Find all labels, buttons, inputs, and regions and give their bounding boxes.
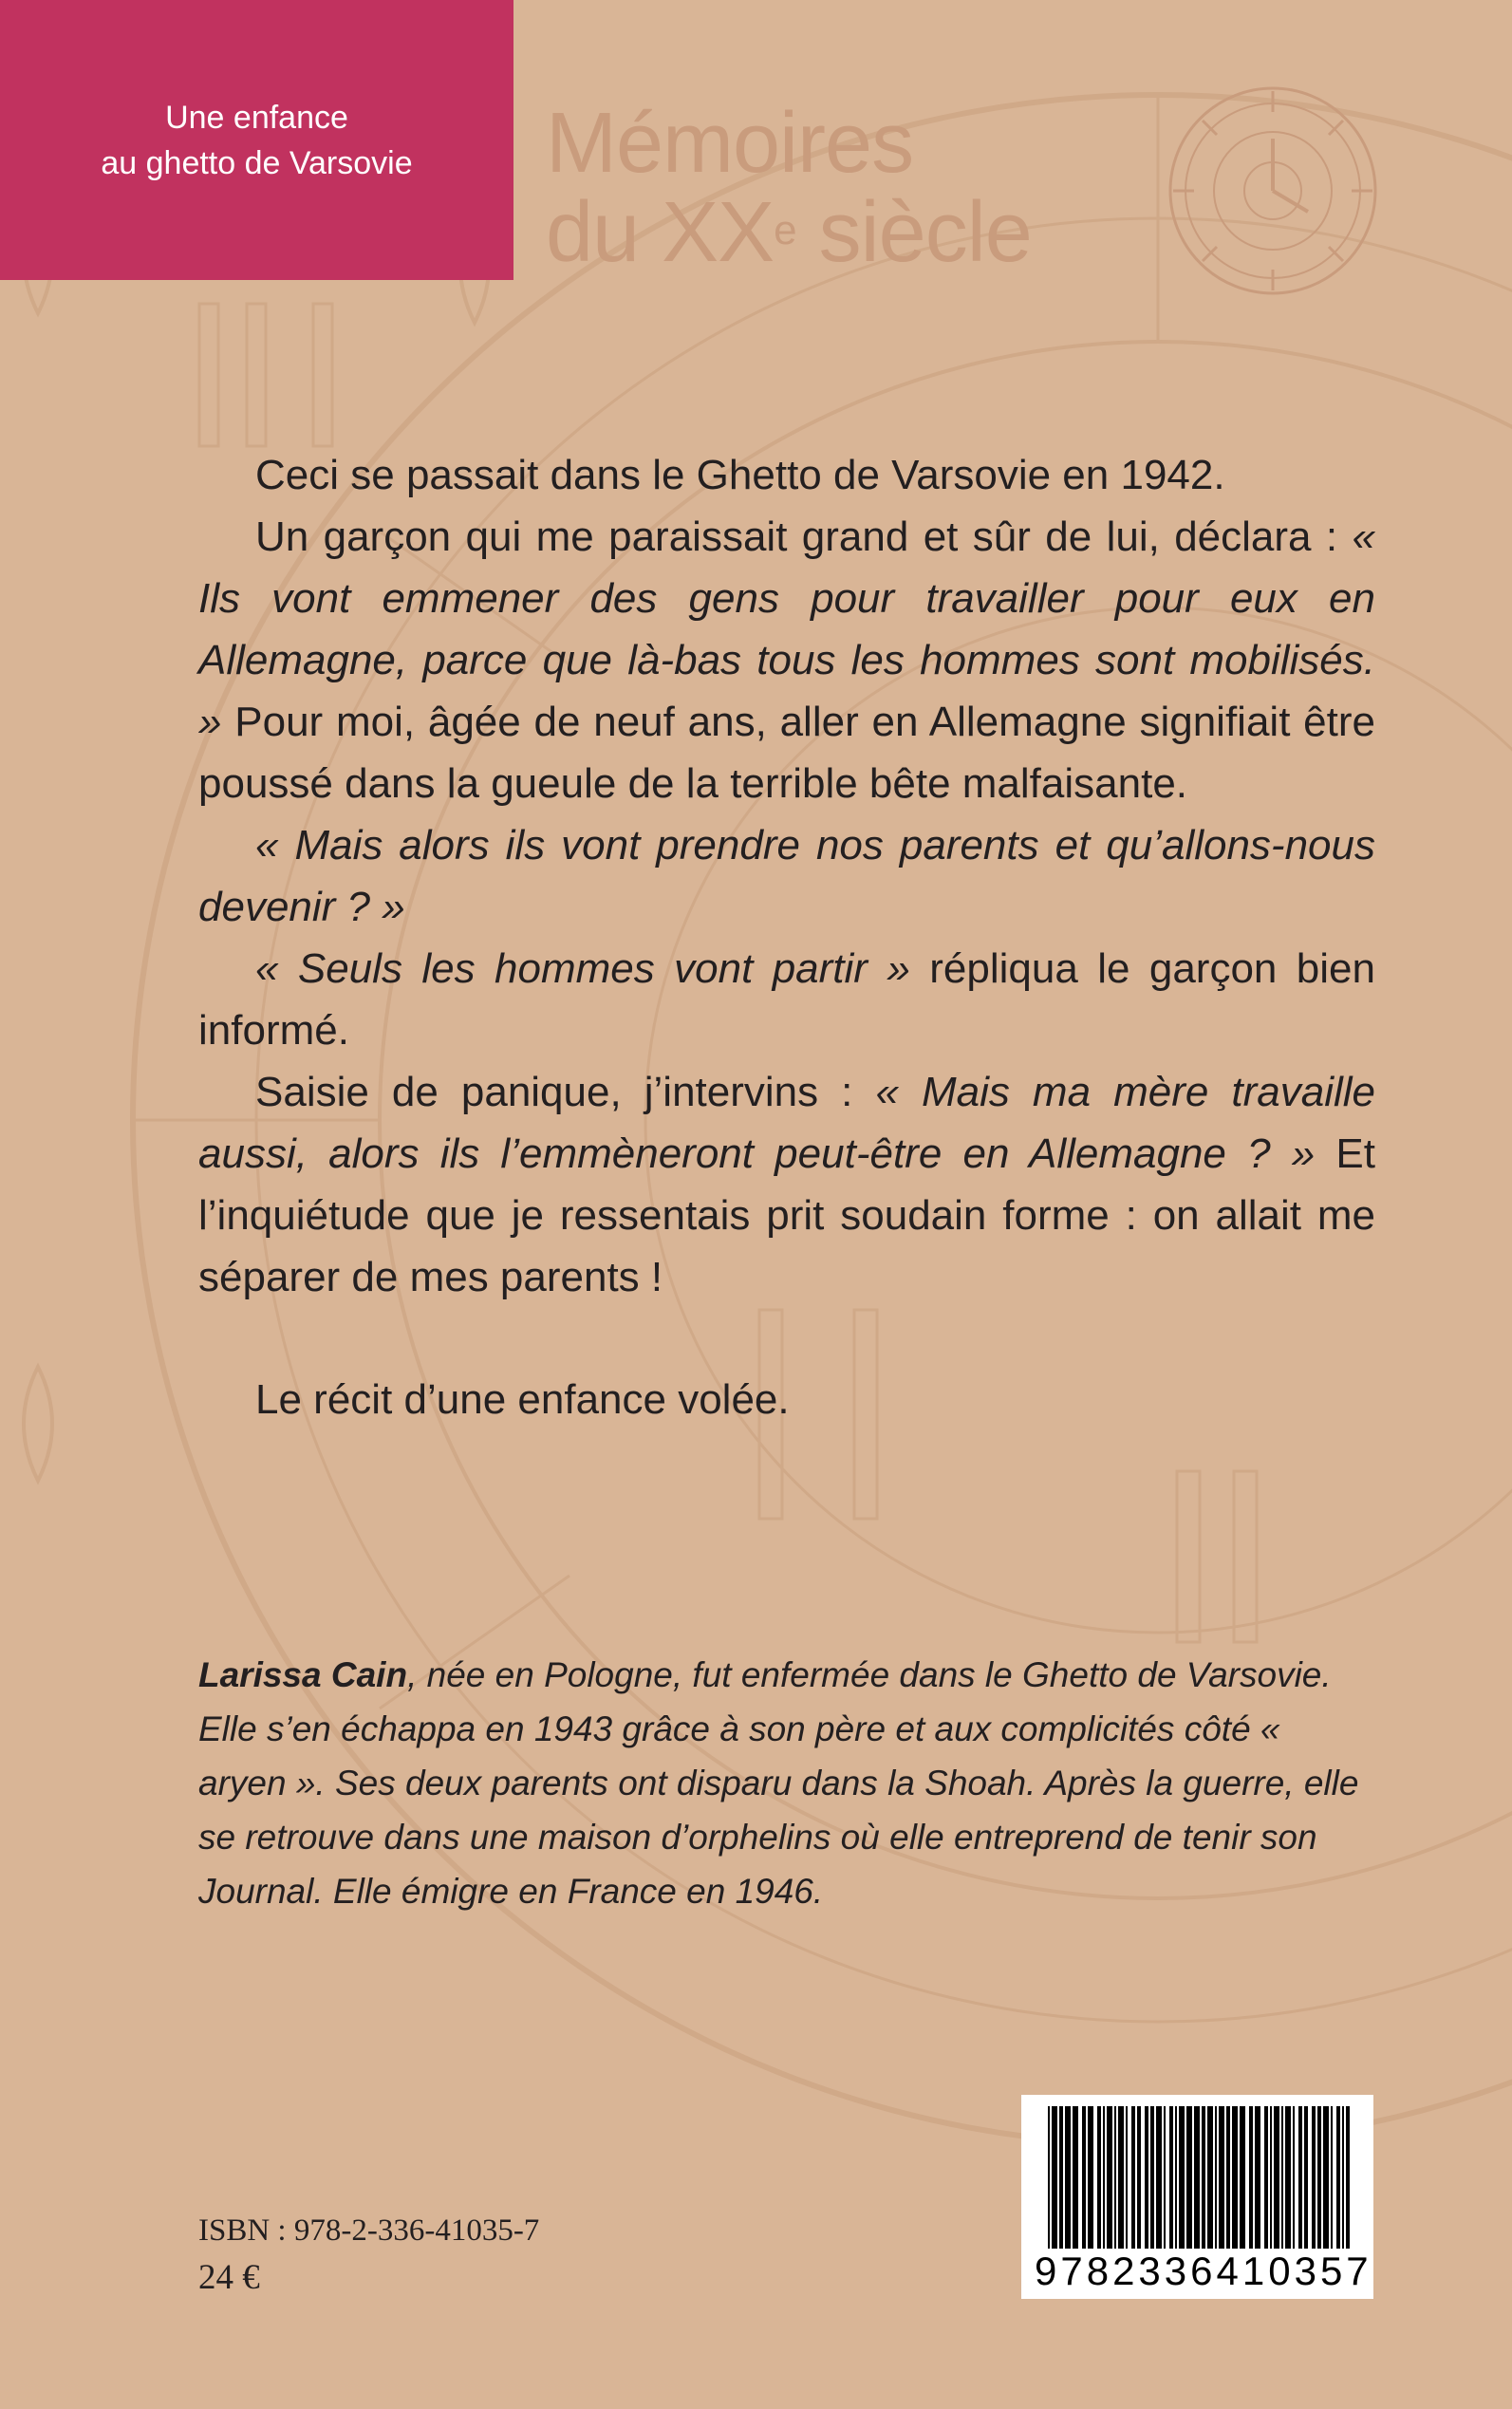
excerpt-paragraph-1: Ceci se passait dans le Ghetto de Varsovie en 1942. bbox=[255, 452, 1225, 498]
excerpt-p4-quote: « Seuls les hommes vont partir » bbox=[255, 945, 910, 992]
series-title-prefix: du XX bbox=[546, 185, 775, 280]
barcode-bar bbox=[1179, 2106, 1185, 2249]
barcode-digits: 9782336410357 bbox=[1035, 2249, 1372, 2293]
barcode-bar bbox=[1169, 2106, 1173, 2249]
barcode-bar bbox=[1107, 2106, 1112, 2249]
excerpt-p3-quote: « Mais alors ils vont prendre nos parents et qu’allons-nous devenir ? » bbox=[198, 822, 1375, 930]
book-title-line-1: Une enfance bbox=[165, 99, 348, 136]
series-title bbox=[546, 96, 1032, 280]
barcode-bar bbox=[1342, 2106, 1344, 2249]
barcode-bar bbox=[1052, 2106, 1057, 2249]
barcode-bar bbox=[1255, 2106, 1260, 2249]
barcode-bar bbox=[1281, 2106, 1283, 2249]
barcode-bar bbox=[1118, 2106, 1124, 2249]
barcode-bar bbox=[1346, 2106, 1350, 2249]
barcode-bar bbox=[1164, 2106, 1166, 2249]
excerpt-paragraph-3 bbox=[198, 814, 1375, 938]
barcode-bar bbox=[1293, 2106, 1295, 2249]
barcode-bar bbox=[1186, 2106, 1192, 2249]
excerpt-text bbox=[198, 444, 1375, 1430]
barcode-bar bbox=[1298, 2106, 1302, 2249]
barcode-bar bbox=[1312, 2106, 1316, 2249]
author-name: Larissa Cain bbox=[198, 1655, 408, 1694]
barcode-bar bbox=[1131, 2106, 1135, 2249]
excerpt-paragraph-4 bbox=[198, 938, 1375, 1061]
barcode-bar bbox=[1317, 2106, 1321, 2249]
excerpt-p4-rest: répliqua le garçon bien informé. bbox=[198, 945, 1375, 1054]
clock-logo-icon bbox=[1166, 84, 1380, 298]
series-title-suffix: siècle bbox=[795, 185, 1032, 280]
barcode-bar bbox=[1145, 2106, 1148, 2249]
barcode-bar bbox=[1336, 2106, 1340, 2249]
barcode-bar bbox=[1073, 2106, 1078, 2249]
barcode-bar bbox=[1059, 2106, 1063, 2249]
barcode-bar bbox=[1304, 2106, 1308, 2249]
excerpt-p2-quote: « Ils vont emmener des gens pour travailler pour eux en Allemagne, parce que là-bas tous les hommes sont mobilisés. » bbox=[198, 514, 1375, 745]
excerpt-paragraph-5 bbox=[198, 1061, 1375, 1308]
price: 24 € bbox=[198, 2258, 260, 2297]
barcode-bar bbox=[1114, 2106, 1116, 2249]
excerpt-paragraph-2 bbox=[198, 506, 1375, 814]
barcode-bar bbox=[1175, 2106, 1177, 2249]
barcode-bar bbox=[1097, 2106, 1101, 2249]
barcode-bar bbox=[1249, 2106, 1253, 2249]
barcode-bar bbox=[1082, 2106, 1086, 2249]
barcode-bar bbox=[1285, 2106, 1291, 2249]
barcode-bar bbox=[1202, 2106, 1205, 2249]
barcode-bar bbox=[1207, 2106, 1213, 2249]
isbn-number: ISBN : 978-2-336-41035-7 bbox=[198, 2213, 540, 2248]
barcode-bar bbox=[1226, 2106, 1230, 2249]
barcode-bar bbox=[1194, 2106, 1200, 2249]
excerpt-p5-intro: Saisie de panique, j’intervins : bbox=[255, 1069, 876, 1115]
barcode-bar bbox=[1219, 2106, 1224, 2249]
barcode-bar bbox=[1048, 2106, 1050, 2249]
barcode-bar bbox=[1274, 2106, 1279, 2249]
excerpt-p5-quote: « Mais ma mère travaille aussi, alors ils l’emmèneront peut-être en Allemagne ? » bbox=[198, 1069, 1375, 1177]
author-biography bbox=[198, 1648, 1375, 1918]
barcode-bar bbox=[1270, 2106, 1272, 2249]
barcode-bar bbox=[1150, 2106, 1154, 2249]
author-bio-text: , née en Pologne, fut enfermée dans le Ghetto de Varsovie. Elle s’en échappa en 1943 grâce à son père et aux complicités côté « aryen ». Ses deux parents ont disparu dans la Shoah. Après la guerre, elle se retrouve dans une maison d’orphelins où elle entreprend de tenir son Journal. Elle émigre en France en 1946. bbox=[198, 1655, 1359, 1911]
series-title-superscript: e bbox=[774, 207, 796, 253]
excerpt-tagline: Le récit d’une enfance volée. bbox=[255, 1376, 790, 1423]
barcode-bar bbox=[1156, 2106, 1162, 2249]
title-band bbox=[0, 0, 513, 280]
barcode-bar bbox=[1232, 2106, 1238, 2249]
barcode-bar bbox=[1137, 2106, 1141, 2249]
barcode-bars bbox=[1048, 2106, 1350, 2249]
barcode-bar bbox=[1215, 2106, 1217, 2249]
barcode-bar bbox=[1126, 2106, 1128, 2249]
barcode-bar bbox=[1264, 2106, 1268, 2249]
excerpt-p2-intro: Un garçon qui me paraissait grand et sûr de lui, déclara : bbox=[255, 514, 1338, 560]
barcode-bar bbox=[1065, 2106, 1071, 2249]
series-title-line-2 bbox=[546, 185, 1032, 280]
barcode-bar bbox=[1103, 2106, 1105, 2249]
excerpt-p5-rest: Et l’inquiétude que je ressentais prit soudain forme : on allait me séparer de mes parents ! bbox=[198, 1130, 1375, 1300]
book-title-line-2: au ghetto de Varsovie bbox=[101, 144, 413, 181]
barcode-bar bbox=[1088, 2106, 1093, 2249]
barcode-bar bbox=[1240, 2106, 1245, 2249]
barcode-bar bbox=[1331, 2106, 1333, 2249]
barcode bbox=[1021, 2095, 1373, 2299]
excerpt-p2-rest: Pour moi, âgée de neuf ans, aller en Allemagne signifiait être poussé dans la gueule de la terrible bête malfaisante. bbox=[198, 699, 1376, 807]
series-title-line-1: Mémoires bbox=[546, 96, 914, 191]
barcode-bar bbox=[1323, 2106, 1329, 2249]
